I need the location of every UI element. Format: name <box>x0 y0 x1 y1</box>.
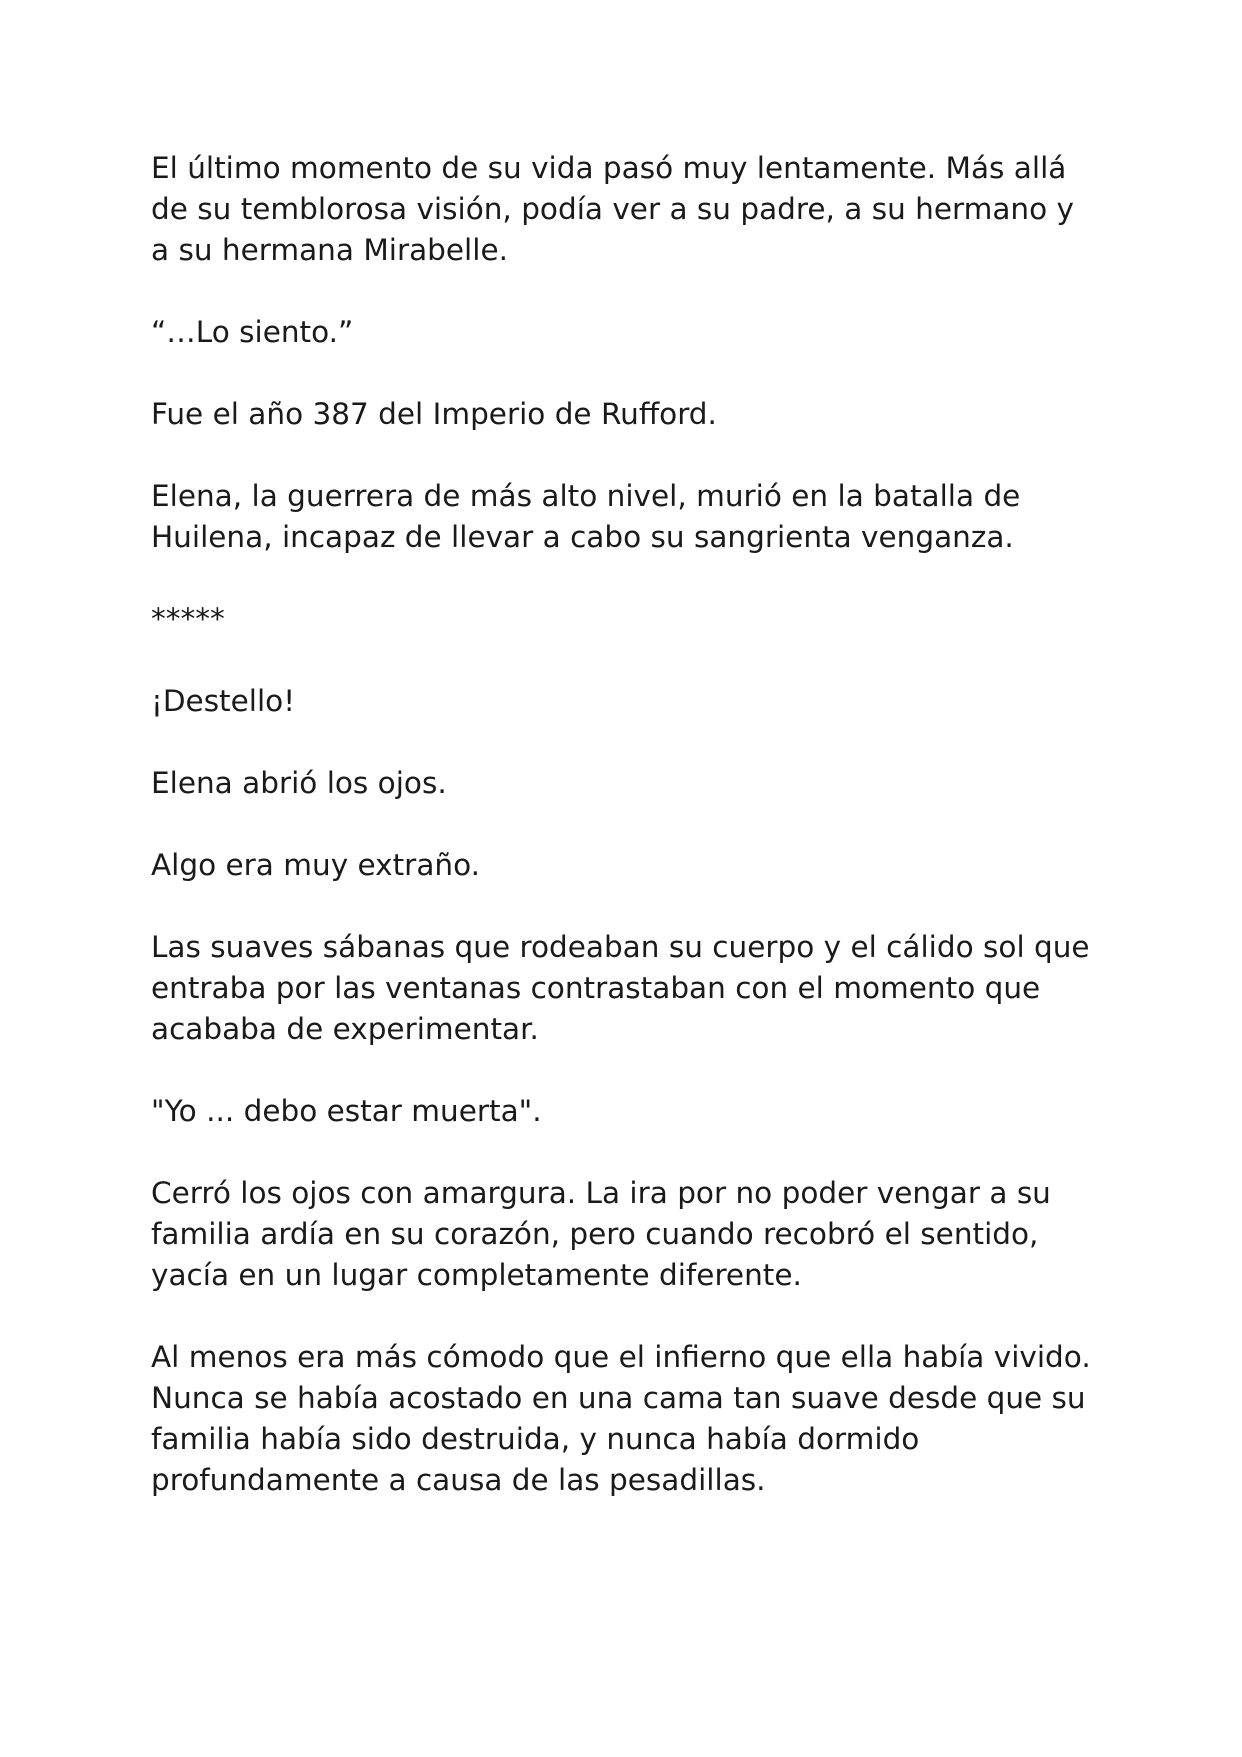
paragraph-dialogue-dead: "Yo ... debo estar muerta". <box>151 1094 542 1128</box>
scene-break: ***** <box>151 602 225 636</box>
paragraph-elena-death: Elena, la guerrera de más alto nivel, murió en la batalla de Huilena, incapaz de llevar a cabo su sangrienta venganza. <box>151 479 1021 554</box>
paragraph-year: Fue el año 387 del Imperio de Rufford. <box>151 397 717 431</box>
paragraph-dialogue-sorry: “…Lo siento.” <box>151 315 354 349</box>
paragraph-bitterness: Cerró los ojos con amargura. La ira por no poder vengar a su familia ardía en su corazón, pero cuando recobró el sentido, yacía en un lugar completamente diferente. <box>151 1176 1051 1292</box>
paragraph-sheets: Las suaves sábanas que rodeaban su cuerpo y el cálido sol que entraba por las ventanas contrastaban con el momento que acababa de experimentar. <box>151 930 1090 1046</box>
paragraph-flash: ¡Destello! <box>151 684 296 718</box>
paragraph-strange: Algo era muy extraño. <box>151 848 480 882</box>
paragraph-comfort: Al menos era más cómodo que el infierno que ella había vivido. Nunca se había acostado en una cama tan suave desde que su familia había sido destruida, y nunca había dormido profundamente a causa de las pesadillas. <box>151 1340 1091 1497</box>
paragraph-eyes-open: Elena abrió los ojos. <box>151 766 447 800</box>
paragraph-opening: El último momento de su vida pasó muy lentamente. Más allá de su temblorosa visión, podía ver a su padre, a su hermano y a su hermana Mirabelle. <box>151 151 1075 267</box>
